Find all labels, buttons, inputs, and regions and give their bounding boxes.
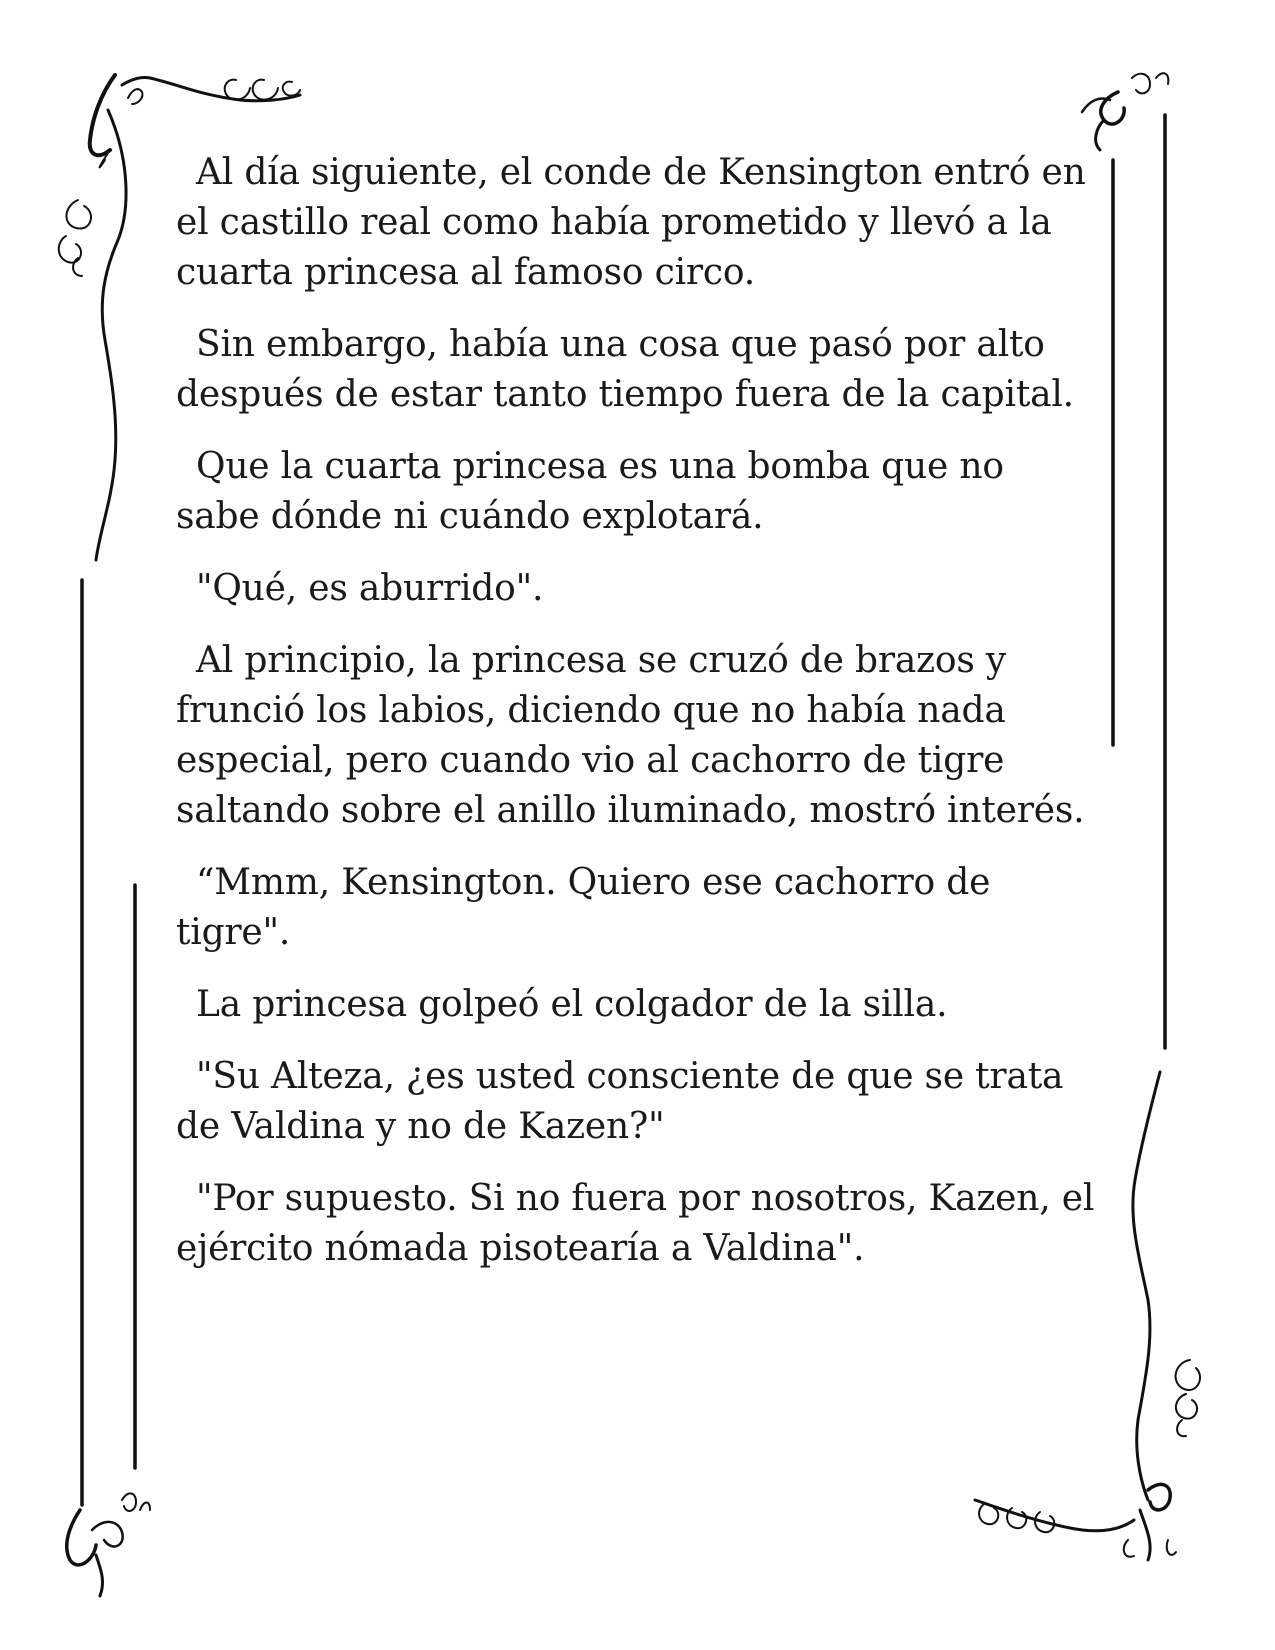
story-paragraph-1: Al día siguiente, el conde de Kensington entró en el castillo real como había prometido y llevó a la cuarta princesa al famoso circo. [176,152,1086,293]
bottom-left-flourish [67,1493,150,1596]
story-paragraph-8: "Su Alteza, ¿es usted consciente de que se trata de Valdina y no de Kazen?" [176,1056,1064,1147]
story-text-block [176,148,1096,1296]
story-paragraph-4: "Qué, es aburrido". [196,568,544,609]
story-paragraph-2: Sin embargo, había una cosa que pasó por alto después de estar tanto tiempo fuera de la capital. [176,324,1074,415]
story-paragraph-9: "Por supuesto. Si no fuera por nosotros, Kazen, el ejército nómada pisotearía a Valdina". [176,1178,1095,1269]
story-paragraph-5: Al principio, la princesa se cruzó de brazos y frunció los labios, diciendo que no había nada especial, pero cuando vio al cachorro de tigre saltando sobre el anillo iluminado, mostró interés. [176,640,1085,831]
right-side-vine [1133,1072,1200,1500]
story-paragraph-6: “Mmm, Kensington. Quiero ese cachorro de tigre". [176,862,991,953]
story-paragraph-3: Que la cuarta princesa es una bomba que no sabe dónde ni cuándo explotará. [176,446,1004,537]
top-right-flourish [1082,73,1168,150]
story-paragraph-7: La princesa golpeó el colgador de la silla. [196,984,948,1025]
